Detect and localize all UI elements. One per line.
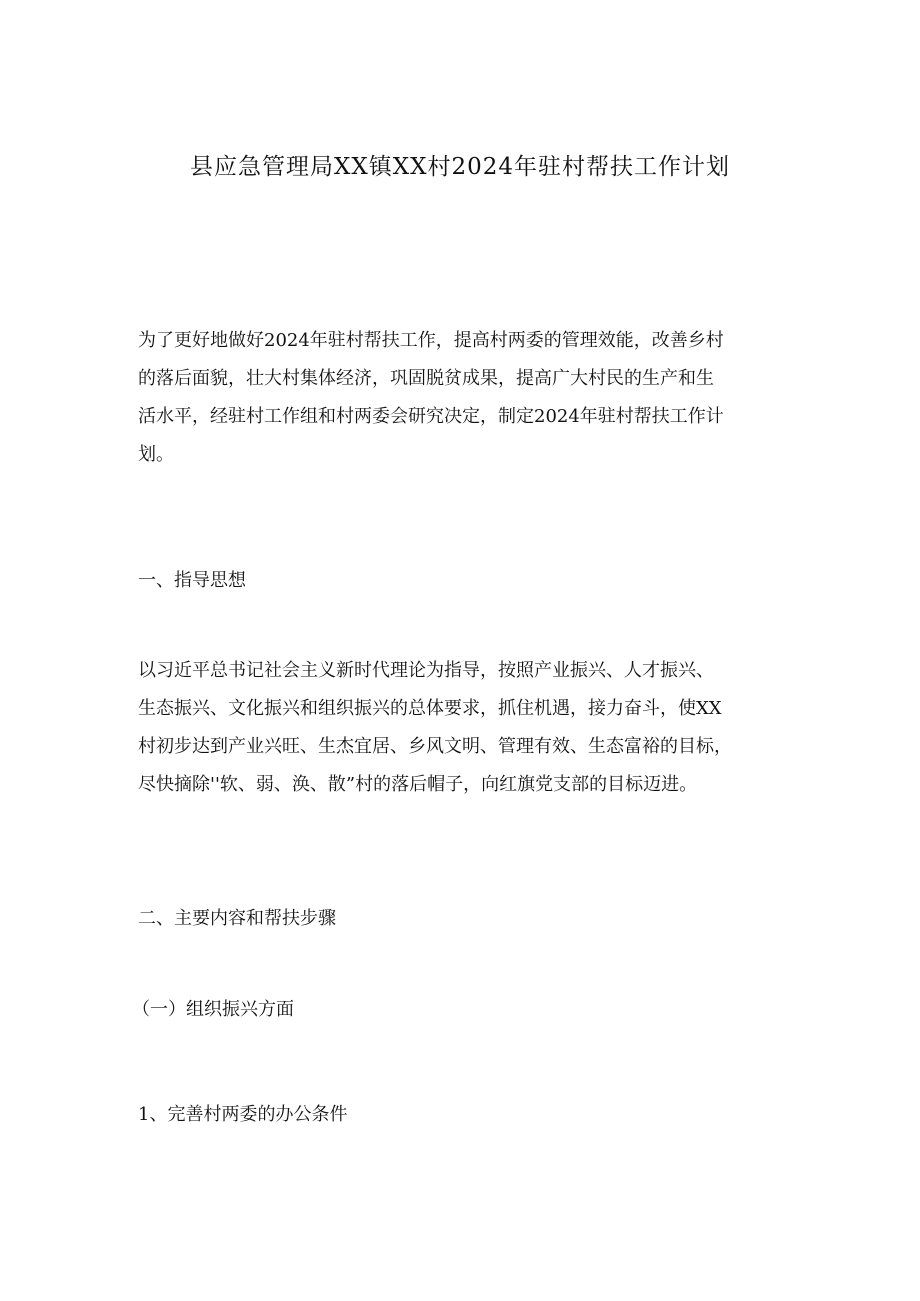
paragraph-line: 以习近平总书记社会主义新时代理论为指导，按照产业振兴、人才振兴、 [138, 660, 714, 681]
subsection-heading-organization: （一）组织振兴方面 [132, 999, 294, 1020]
section-heading-main-content: 二、主要内容和帮扶步骤 [138, 908, 336, 929]
item-heading-office-conditions: 1、完善村两委的办公条件 [138, 1104, 348, 1125]
intro-paragraph [138, 322, 788, 474]
intro-line: 划。 [138, 444, 174, 465]
paragraph-line: 村初步达到产业兴旺、生杰宜居、乡风文明、管理有效、生态富裕的目标， [138, 736, 732, 757]
section-heading-guiding-ideology: 一、指导思想 [138, 570, 246, 591]
intro-line: 为了更好地做好2024年驻村帮扶工作，提高村两委的管理效能，改善乡村 [138, 330, 724, 351]
intro-line: 活水平，经驻村工作组和村两委会研究决定，制定2024年驻村帮扶工作计 [138, 406, 724, 427]
guiding-ideology-paragraph [138, 652, 788, 804]
intro-line: 的落后面貌，壮大村集体经济，巩固脱贫成果，提高广大村民的生产和生 [138, 368, 714, 389]
paragraph-line: 尽快摘除''软、弱、涣、散”村的落后帽子，向红旗党支部的目标迈进。 [138, 774, 698, 795]
document-title: 县应急管理局XX镇XX村2024年驻村帮扶工作计划 [189, 154, 731, 180]
paragraph-line: 生态振兴、文化振兴和组织振兴的总体要求，抓住机遇，接力奋斗，使XX [138, 698, 722, 719]
